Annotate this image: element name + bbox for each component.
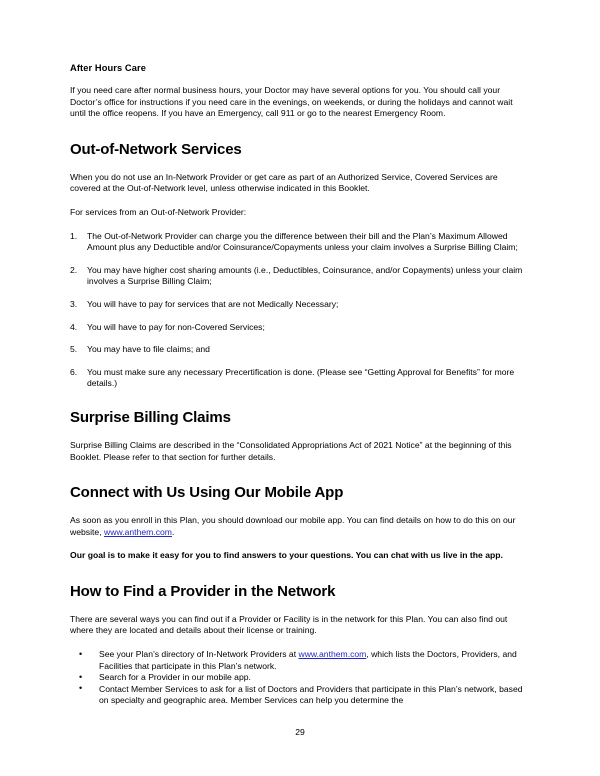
- list-item-number: 2.: [70, 264, 78, 275]
- out-of-network-intro-paragraph: When you do not use an In-Network Provider or get care as part of an Authorized Service, Covered Services are covered at the Out-of-Network level, unless otherwise indicated in this Booklet.: [70, 171, 498, 194]
- out-of-network-services-heading: Out-of-Network Services: [70, 140, 242, 158]
- list-item-number: 5.: [70, 344, 78, 355]
- list-item-number: 1.: [70, 230, 78, 241]
- after-hours-care-subheading: After Hours Care: [70, 63, 146, 73]
- after-hours-care-paragraph: If you need care after normal business hours, your Doctor may have several options for you. You should call your Doctor’s office for instructions if you need care in the evenings, on weekends, or during the holidays and cannot wait until the office reopens. If you have an Emergency, call 911 or go to the nearest Emergency Room.: [70, 85, 513, 119]
- anthem-website-link[interactable]: www.anthem.com: [104, 526, 172, 537]
- list-item-text: You will have to pay for services that are not Medically Necessary;: [87, 298, 339, 309]
- mobile-app-paragraph: [70, 515, 530, 538]
- mobile-app-bold-paragraph: Our goal is to make it easy for you to find answers to your questions. You can chat with us live in the app.: [70, 550, 503, 561]
- find-provider-bullet-list: [70, 649, 530, 707]
- list-item: [70, 231, 530, 254]
- bullet-icon: •: [79, 683, 83, 694]
- page-number: 29: [295, 727, 305, 737]
- mobile-app-paragraph-text-after-link: .: [171, 526, 175, 537]
- bullet-icon: •: [79, 648, 83, 659]
- anthem-website-link[interactable]: www.anthem.com: [298, 649, 367, 660]
- list-item-text: You must make sure any necessary Precertification is done. (Please see “Getting Approval for Benefits” for more details.): [87, 366, 515, 389]
- list-item: [70, 684, 530, 707]
- mobile-app-heading: Connect with Us Using Our Mobile App: [70, 484, 344, 502]
- list-item: [70, 322, 530, 334]
- list-item-text: You may have to file claims; and: [87, 344, 210, 355]
- bullet-icon: •: [79, 671, 83, 682]
- surprise-billing-claims-paragraph: Surprise Billing Claims are described in the “Consolidated Appropriations Act of 2021 Notice” at the beginning of this Booklet. Please refer to that section for further details.: [70, 439, 512, 462]
- find-provider-intro-paragraph: There are several ways you can find out if a Provider or Facility is in the network for this Plan. You can also find out where they are located and details about their license or training.: [70, 613, 508, 636]
- list-item-text: You may have higher cost sharing amounts (i.e., Deductibles, Coinsurance, and/or Copayments) unless your claim involves a Surprise Billing Claim;: [87, 264, 523, 287]
- list-item-number: 3.: [70, 298, 78, 309]
- mobile-app-paragraph-text-before-link: As soon as you enroll in this Plan, you should download our mobile app. You can find details on how to do this on our website,: [70, 515, 516, 537]
- list-item-number: 6.: [70, 366, 78, 377]
- list-item: [70, 299, 530, 311]
- list-item-number: 4.: [70, 321, 78, 332]
- list-item-text: Contact Member Services to ask for a list of Doctors and Providers that participate in this Plan’s network, based on specialty and geographic area. Member Services can help you determine the: [99, 683, 523, 706]
- list-item-text: The Out-of-Network Provider can charge you the difference between their bill and the Plan’s Maximum Allowed Amount plus any Deductible and/or Coinsurance/Copayments unless your claim involves a Surprise Billing Claim;: [87, 230, 518, 253]
- surprise-billing-claims-heading: Surprise Billing Claims: [70, 408, 231, 426]
- list-item: [70, 649, 530, 672]
- list-item: [70, 265, 530, 288]
- page-content: [70, 62, 530, 707]
- out-of-network-numbered-list: [70, 231, 530, 390]
- list-item: [70, 367, 530, 390]
- list-item: [70, 344, 530, 356]
- find-provider-heading: How to Find a Provider in the Network: [70, 582, 336, 600]
- list-item-text-before-link: See your Plan’s directory of In-Network Providers at: [99, 649, 299, 660]
- list-item: [70, 672, 530, 684]
- list-item-text: Search for a Provider in our mobile app.: [99, 672, 251, 683]
- list-item-text: You will have to pay for non-Covered Services;: [87, 321, 265, 332]
- out-of-network-lead-in: For services from an Out-of-Network Provider:: [70, 206, 247, 217]
- list-item-text-after-link: , which lists the Doctors, Providers, and Facilities that participate in this Plan’s network.: [99, 649, 517, 671]
